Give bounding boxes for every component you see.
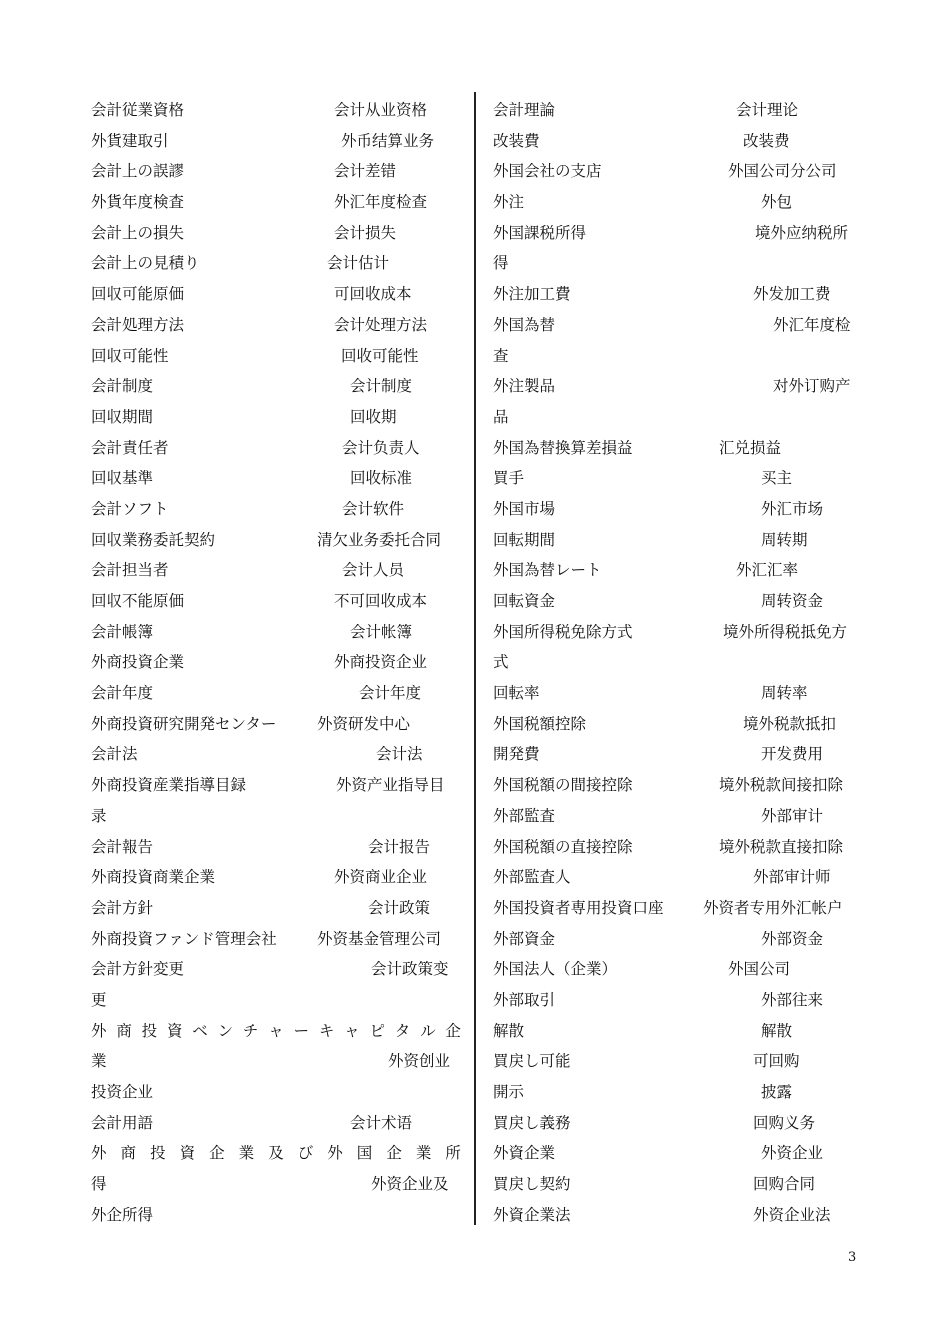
- term-chinese: 外币结算业务: [341, 131, 435, 150]
- glossary-entry: [493, 463, 863, 494]
- glossary-entry: [493, 494, 863, 525]
- term-chinese: 周转资金: [761, 592, 824, 610]
- glossary-entry: [493, 1108, 863, 1139]
- term-japanese: 会計上の見積り: [91, 254, 200, 273]
- glossary-entry: [493, 402, 863, 433]
- term-chinese: 境外所得税抵免方: [723, 622, 848, 641]
- term-chinese: 外商投资企业: [334, 653, 428, 672]
- term-japanese: 更: [91, 990, 107, 1009]
- glossary-entry: [493, 709, 863, 740]
- term-japanese: 外注加工費: [493, 285, 571, 304]
- term-japanese: 回転期間: [493, 530, 556, 549]
- glossary-entry: [91, 709, 461, 740]
- glossary-entry: [91, 1077, 461, 1108]
- glossary-entry: [493, 371, 863, 402]
- glossary-entry: [91, 1200, 461, 1231]
- term-japanese: 回転率: [493, 684, 540, 703]
- term-chinese: 外汇市场: [761, 499, 824, 518]
- term-chinese: 回收可能性: [341, 346, 419, 365]
- term-japanese: 外国市場: [493, 499, 556, 518]
- glossary-entry: [493, 433, 863, 464]
- glossary-entry: [91, 555, 461, 586]
- term-japanese: 外部資金: [493, 929, 556, 948]
- term-chinese: 会计帐簿: [350, 622, 413, 641]
- glossary-entry: [91, 862, 461, 893]
- glossary-entry: [91, 801, 461, 832]
- glossary-entry: [91, 494, 461, 525]
- term-japanese: 式: [493, 653, 509, 672]
- term-japanese: 查: [493, 346, 509, 365]
- term-japanese: 回収不能原価: [91, 592, 185, 610]
- term-japanese: 外国税額控除: [493, 714, 587, 733]
- term-chinese: 会计政策: [368, 898, 431, 917]
- term-japanese: 外商投資企業: [91, 653, 185, 672]
- term-chinese: 外资商业企业: [334, 868, 428, 887]
- term-japanese: 会計制度: [91, 377, 154, 396]
- term-chinese: 周转期: [761, 530, 808, 549]
- term-japanese: 外注: [493, 193, 525, 212]
- term-chinese: 会计从业资格: [334, 101, 428, 119]
- term-chinese: 会计术语: [350, 1113, 413, 1132]
- glossary-entry: [91, 187, 461, 218]
- glossary-entry: [493, 1077, 863, 1108]
- term-japanese: 回収可能原価: [91, 285, 185, 304]
- term-chinese: 解散: [761, 1021, 793, 1040]
- term-chinese: 回收期: [350, 407, 397, 426]
- glossary-entry: [493, 893, 863, 924]
- term-japanese: 外国投資者専用投資口座: [493, 898, 664, 917]
- glossary-entry: [91, 678, 461, 709]
- term-japanese: 外資企業: [493, 1144, 556, 1163]
- term-japanese: 外商投資産業指導目録: [91, 776, 247, 795]
- term-chinese: 外部审计: [761, 806, 824, 825]
- term-chinese: 会计法: [376, 745, 423, 764]
- term-japanese: 得: [493, 254, 509, 273]
- glossary-entry: [493, 248, 863, 279]
- term-chinese: 会计年度: [359, 684, 422, 703]
- glossary-entry: [91, 832, 461, 863]
- term-japanese: 外企所得: [91, 1205, 154, 1224]
- glossary-entry: [493, 985, 863, 1016]
- glossary-entry: [493, 187, 863, 218]
- term-japanese: 外国会社の支店: [493, 162, 602, 181]
- glossary-entry: [91, 433, 461, 464]
- term-japanese: 回収業務委託契約: [91, 530, 216, 549]
- term-japanese: 外国為替: [493, 315, 556, 334]
- term-japanese: 外国為替レート: [493, 561, 602, 580]
- term-chinese: 会计损失: [334, 223, 397, 242]
- glossary-entry: [91, 126, 461, 157]
- term-chinese: 开发费用: [761, 745, 824, 764]
- term-japanese: 得: [91, 1175, 107, 1194]
- term-chinese: 外国公司: [728, 960, 791, 979]
- term-japanese: 会計帳簿: [91, 622, 154, 641]
- glossary-entry: [91, 371, 461, 402]
- term-japanese: 外部監査: [493, 806, 556, 825]
- term-japanese: 会計法: [91, 745, 138, 764]
- term-chinese: 外部资金: [761, 929, 824, 948]
- term-chinese: 会计制度: [350, 377, 413, 396]
- glossary-entry: [493, 218, 863, 249]
- glossary-entry: [493, 678, 863, 709]
- term-chinese: 可回购: [753, 1052, 800, 1071]
- glossary-entry: [493, 555, 863, 586]
- term-chinese: 会计估计: [327, 254, 390, 273]
- term-japanese: 会計担当者: [91, 561, 169, 580]
- term-japanese: 投资企业: [91, 1083, 154, 1101]
- term-chinese: 会计负责人: [342, 438, 420, 457]
- glossary-entry: [493, 832, 863, 863]
- term-chinese: 会计处理方法: [334, 315, 428, 334]
- term-japanese: 回転資金: [493, 592, 556, 610]
- glossary-entry: [493, 770, 863, 801]
- term-chinese: 外汇年度检: [773, 315, 851, 334]
- term-japanese: 外 商 投 資 企 業 及 び 外 国 企 業 所: [91, 1144, 461, 1163]
- glossary-entry: [91, 1169, 461, 1200]
- term-japanese: 外部監査人: [493, 868, 571, 887]
- term-japanese: 外資企業法: [493, 1205, 571, 1224]
- glossary-entry: [493, 525, 863, 556]
- term-chinese: 清欠业务委托合同: [317, 530, 442, 549]
- glossary-entry: [493, 126, 863, 157]
- term-japanese: 会計責任者: [91, 438, 169, 457]
- term-chinese: 外资企业法: [753, 1205, 831, 1224]
- term-chinese: 外资者专用外汇帐户: [703, 898, 843, 917]
- term-chinese: 回购义务: [753, 1113, 816, 1132]
- page-number: 3: [848, 1250, 857, 1265]
- term-chinese: 可回收成本: [334, 285, 412, 304]
- glossary-entry: [91, 279, 461, 310]
- term-japanese: 開示: [493, 1083, 525, 1101]
- term-chinese: 外资基金管理公司: [317, 929, 442, 948]
- glossary-entry: [91, 310, 461, 341]
- term-japanese: 外国法人（企業）: [493, 960, 618, 979]
- term-japanese: 外国所得税免除方式: [493, 622, 633, 641]
- glossary-entry: [91, 739, 461, 770]
- term-japanese: 外国税額の間接控除: [493, 776, 633, 795]
- term-japanese: 会計年度: [91, 684, 154, 703]
- term-japanese: 会計方針変更: [91, 960, 185, 979]
- term-japanese: 解散: [493, 1021, 525, 1040]
- term-japanese: 会計理論: [493, 101, 556, 119]
- term-japanese: 外注製品: [493, 377, 556, 396]
- term-chinese: 外资企业及: [371, 1175, 449, 1194]
- glossary-entry: [493, 924, 863, 955]
- term-chinese: 外资研发中心: [317, 714, 411, 733]
- glossary-entry: [493, 1046, 863, 1077]
- term-japanese: 外部取引: [493, 990, 556, 1009]
- term-japanese: 外 商 投 資 ベ ン チ ャ ー キ ャ ピ タ ル 企: [91, 1021, 461, 1040]
- glossary-entry: [91, 985, 461, 1016]
- term-japanese: 買戻し契約: [493, 1175, 571, 1194]
- term-chinese: 周转率: [761, 684, 808, 703]
- term-japanese: 外貨年度検査: [91, 193, 185, 212]
- term-japanese: 外国為替換算差損益: [493, 438, 633, 457]
- term-japanese: 外商投資研究開発センター: [91, 714, 277, 733]
- term-chinese: 外资企业: [761, 1144, 824, 1163]
- glossary-entry: [91, 402, 461, 433]
- term-japanese: 会計用語: [91, 1113, 154, 1132]
- term-japanese: 改装費: [493, 131, 540, 150]
- glossary-entry: [91, 248, 461, 279]
- glossary-entry: [493, 862, 863, 893]
- glossary-entry: [91, 525, 461, 556]
- glossary-entry: [493, 647, 863, 678]
- term-japanese: 買戻し可能: [493, 1052, 571, 1071]
- term-chinese: 外汇年度检查: [334, 193, 428, 212]
- glossary-entry: [91, 770, 461, 801]
- term-japanese: 外国課税所得: [493, 223, 587, 242]
- glossary-entry: [493, 279, 863, 310]
- glossary-entry: [493, 156, 863, 187]
- glossary-entry: [493, 1169, 863, 1200]
- left-column: [91, 95, 461, 1230]
- term-japanese: 会計報告: [91, 837, 154, 856]
- glossary-entry: [493, 954, 863, 985]
- term-japanese: 買手: [493, 469, 525, 488]
- term-chinese: 会计人员: [342, 561, 405, 580]
- glossary-entry: [493, 586, 863, 617]
- glossary-entry: [493, 1138, 863, 1169]
- term-japanese: 買戻し義務: [493, 1113, 571, 1132]
- term-japanese: 開発費: [493, 745, 540, 764]
- glossary-entry: [91, 1108, 461, 1139]
- term-chinese: 会计政策变: [371, 960, 449, 979]
- term-japanese: 会計上の誤謬: [91, 162, 185, 181]
- term-chinese: 境外税款直接扣除: [719, 837, 844, 856]
- term-chinese: 不可回收成本: [334, 592, 428, 610]
- term-chinese: 外包: [761, 193, 793, 212]
- term-chinese: 外发加工费: [753, 285, 831, 304]
- term-chinese: 回收标准: [350, 469, 413, 488]
- glossary-entry: [493, 341, 863, 372]
- term-chinese: 改装费: [743, 131, 790, 150]
- glossary-entry: [91, 341, 461, 372]
- term-chinese: 外资产业指导目: [336, 776, 445, 795]
- term-chinese: 会计报告: [368, 837, 431, 856]
- term-japanese: 外国税額の直接控除: [493, 837, 633, 856]
- term-chinese: 披露: [761, 1083, 793, 1101]
- term-japanese: 会計従業資格: [91, 101, 185, 119]
- term-chinese: 回购合同: [753, 1175, 816, 1194]
- term-japanese: 回収可能性: [91, 346, 169, 365]
- term-japanese: 会計処理方法: [91, 315, 185, 334]
- term-japanese: 会計方針: [91, 898, 154, 917]
- glossary-entry: [91, 647, 461, 678]
- glossary-entry: [91, 617, 461, 648]
- glossary-entry: [91, 1138, 461, 1169]
- glossary-entry: [91, 1046, 461, 1077]
- right-column: [493, 95, 863, 1230]
- term-chinese: 汇兑损益: [719, 438, 782, 457]
- term-japanese: 品: [493, 407, 509, 426]
- term-chinese: 会计软件: [342, 499, 405, 518]
- term-chinese: 买主: [761, 469, 793, 488]
- term-chinese: 境外税款抵扣: [743, 714, 837, 733]
- term-japanese: 录: [91, 806, 107, 825]
- glossary-entry: [493, 739, 863, 770]
- term-japanese: 会計ソフト: [91, 499, 169, 518]
- glossary-entry: [91, 463, 461, 494]
- term-japanese: 外商投資ファンド管理会社: [91, 929, 277, 948]
- term-japanese: 業: [91, 1052, 107, 1071]
- term-chinese: 外汇汇率: [736, 561, 799, 580]
- glossary-entry: [493, 310, 863, 341]
- term-chinese: 外资创业: [388, 1052, 451, 1071]
- glossary-entry: [91, 1016, 461, 1047]
- glossary-entry: [493, 801, 863, 832]
- term-chinese: 境外应纳税所: [755, 223, 849, 242]
- term-chinese: 会计理论: [736, 101, 799, 119]
- glossary-entry: [493, 1016, 863, 1047]
- term-japanese: 外商投資商業企業: [91, 868, 216, 887]
- term-chinese: 会计差错: [334, 162, 397, 181]
- glossary-entry: [91, 218, 461, 249]
- glossary-entry: [91, 95, 461, 126]
- term-chinese: 境外税款间接扣除: [719, 776, 844, 795]
- term-chinese: 对外订购产: [773, 377, 851, 396]
- term-japanese: 外貨建取引: [91, 131, 169, 150]
- glossary-entry: [91, 924, 461, 955]
- glossary-entry: [91, 586, 461, 617]
- glossary-entry: [493, 95, 863, 126]
- glossary-entry: [91, 893, 461, 924]
- term-chinese: 外国公司分公司: [728, 162, 837, 181]
- column-divider: [474, 92, 476, 1225]
- term-japanese: 会計上の損失: [91, 223, 185, 242]
- glossary-entry: [91, 954, 461, 985]
- term-chinese: 外部往来: [761, 990, 824, 1009]
- term-japanese: 回収基準: [91, 469, 154, 488]
- glossary-entry: [493, 1200, 863, 1231]
- term-chinese: 外部审计师: [753, 868, 831, 887]
- glossary-entry: [91, 156, 461, 187]
- term-japanese: 回収期間: [91, 407, 154, 426]
- glossary-entry: [493, 617, 863, 648]
